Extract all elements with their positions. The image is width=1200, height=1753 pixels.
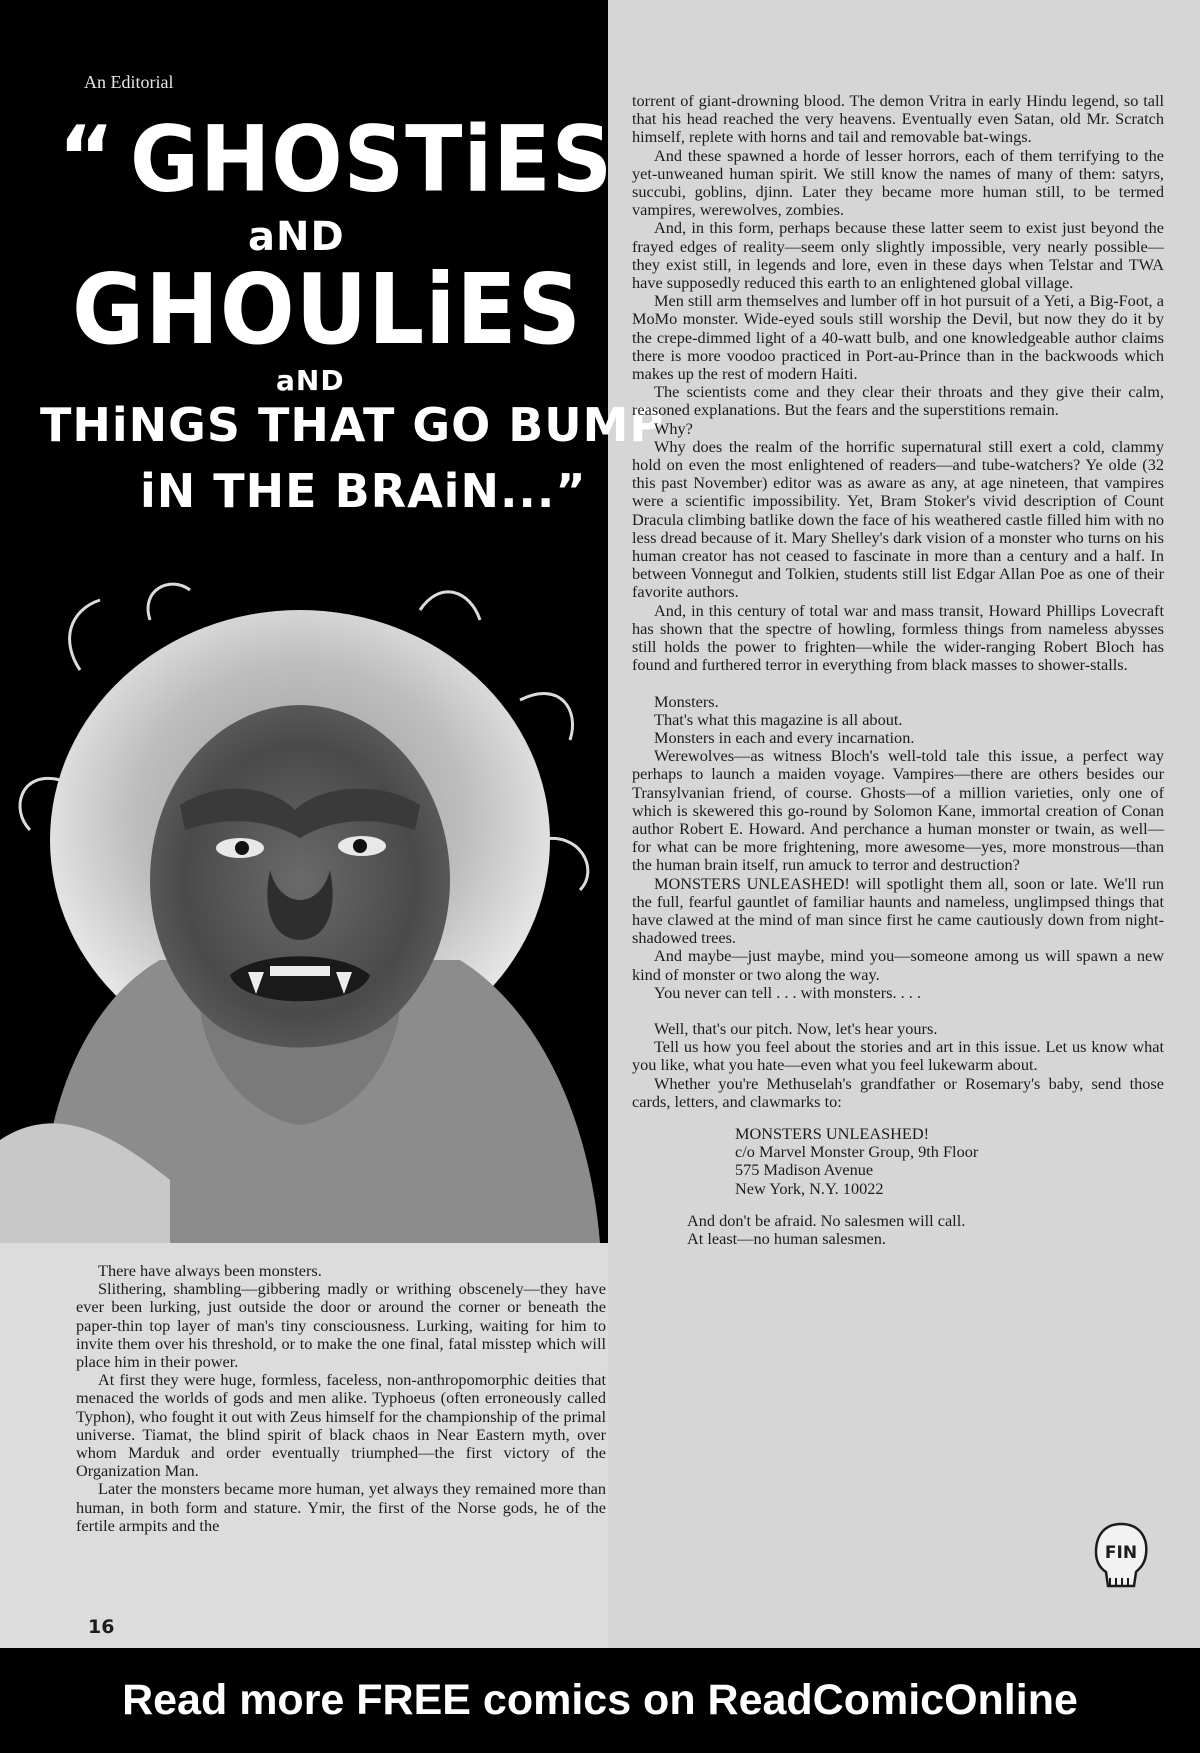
paragraph: Slithering, shambling—gibbering madly or writhing obscenely—they have ever been lurking, just outside the door or around the corner or beneath the paper-thin top layer of man's tiny consciousness. Lurking, waiting for him to invite them over his threshold, or to make the one final, fatal misstep which will place him in their power.	[76, 1279, 606, 1372]
paragraph: Men still arm themselves and lumber off in hot pursuit of a Yeti, a Big-Foot, a MoMo monster. Wide-eyed souls still worship the Devil, but now they do it by the crepe-dimmed light of a 40-watt bulb, and one knowledgeable author claims there is more voodoo practiced in Port-au-Prince than in the backwoods which makes up the rest of modern Haiti.	[632, 291, 1164, 384]
headline-line-4: aND	[276, 364, 345, 397]
paragraph: Monsters.	[654, 691, 719, 711]
paragraph: And maybe—just maybe, mind you—someone among us will spawn a new kind of monster or two along the way.	[632, 946, 1164, 984]
paragraph: Tell us how you feel about the stories and art in this issue. Let us know what you like, what you hate—even what you feel lukewarm about.	[632, 1037, 1164, 1075]
headline-line-3: GHOULiES	[72, 252, 582, 367]
fin-skull-icon	[1090, 1520, 1152, 1592]
werewolf-photo	[0, 580, 608, 1243]
paragraph: There have always been monsters.	[98, 1261, 322, 1280]
paragraph: Whether you're Methuselah's grandfather or Rosemary's baby, send those cards, letters, and clawmarks to:	[632, 1073, 1164, 1111]
paragraph: And, in this form, perhaps because these latter seem to exist just beyond the frayed edges of reality—seem only slightly impossible, very nearly possible—they exist still, in legends and lore, even in these days when Telstar and TWA have supposedly reduced this earth to an enlightened global village.	[632, 218, 1164, 293]
spacer	[632, 1002, 1164, 1020]
paragraph: You never can tell . . . with monsters. . . .	[654, 982, 921, 1002]
paragraph: MONSTERS UNLEASHED! will spotlight them all, soon or late. We'll run the full, fearful gauntlet of familiar haunts and nameless, unglimpsed things that have clawed at the mind of man since first he came cautiously down from night-shadowed trees.	[632, 873, 1164, 948]
paragraph: And, in this century of total war and mass transit, Howard Phillips Lovecraft has shown that the spectre of howling, formless things from nameless abysses still holds the power to frighten—while the wider-ranging Robert Bloch has found and furthered terror in everything from black masses to shower-stalls.	[632, 600, 1164, 675]
address-line: MONSTERS UNLEASHED!	[735, 1123, 930, 1143]
closing-line: And don't be afraid. No salesmen will call.	[687, 1210, 966, 1230]
paragraph: Well, that's our pitch. Now, let's hear yours.	[654, 1018, 938, 1038]
fin-badge-text: FIN	[1104, 1543, 1138, 1563]
paragraph: The scientists come and they clear their throats and they give their calm, reasoned explanations. But the fears and the superstitions remain.	[632, 382, 1164, 420]
right-text-column	[632, 92, 1164, 1248]
paragraph: And these spawned a horde of lesser horrors, each of them terrifying to the yet-unweaned human spirit. We still know the names of many of them: satyrs, succubi, goblins, djinn. Later they became more human still, to be termed vampires, werewolves, zombies.	[632, 145, 1164, 220]
paragraph: Werewolves—as witness Bloch's well-told tale this issue, a perfect way perhaps to launch a maiden voyage. Vampires—there are others besides our Transylvanian friend, of course. Ghosts—of a million varieties, only one of which is skewered this go-round by Solomon Kane, immortal creation of Conan author Robert E. Howard. And perchance a human monster or twain, as well—for what can be more frightening, more awesome—yes, more monstrous—than the human brain itself, run amuck to terror and destruction?	[632, 746, 1164, 875]
editorial-label: An Editorial	[84, 72, 174, 92]
page-number: 16	[88, 1616, 115, 1638]
headline	[0, 0, 665, 560]
address-line: New York, N.Y. 10022	[735, 1178, 884, 1198]
left-text-column	[76, 1262, 606, 1535]
promo-banner: Read more FREE comics on ReadComicOnline	[0, 1648, 1200, 1753]
paragraph: torrent of giant-drowning blood. The demon Vritra in early Hindu legend, so tall that his head reached the very heavens. Eventually even Satan, old Mr. Scratch himself, replete with horns and tail and removable bat-wings.	[632, 91, 1164, 147]
headline-line-1: GHOSTiES	[130, 106, 614, 212]
paragraph: Why?	[654, 418, 693, 438]
paragraph: Later the monsters became more human, yet always they remained more than human, in both form and stature. Ymir, the first of the Norse gods, he of the fertile armpits and the	[76, 1479, 606, 1535]
paragraph: Why does the realm of the horrific supernatural still exert a cold, clammy hold on even the most enlightened of readers—and tube-watchers? Ye olde (32 this past November) editor was as aware as any, at age nineteen, that vampires were a scientific impossibility. Yet, Bram Stoker's vivid description of Count Dracula climbing batlike down the face of his weathered castle filled him with no less dread because of it. Mary Shelley's dark vision of a monster who turns on his human creator has not ceased to fascinate in more than a century and a half. In between Vonnegut and Tolkien, students still list Edgar Allan Poe as one of their favorite authors.	[632, 436, 1164, 602]
headline-line-5: THiNGS THAT GO BUMP	[40, 398, 665, 452]
spacer	[632, 675, 1164, 693]
headline-open-quote: “	[58, 108, 116, 208]
closing-line: At least—no human salesmen.	[687, 1228, 886, 1248]
headline-line-6: iN THE BRAiN...”	[140, 464, 587, 518]
mailing-address	[735, 1125, 1164, 1198]
title-panel	[0, 0, 665, 1243]
closing-lines	[687, 1212, 1164, 1248]
paragraph: That's what this magazine is all about.	[654, 709, 903, 729]
paragraph: At first they were huge, formless, faceless, non-anthropomorphic deities that menaced the worlds of gods and men alike. Typhoeus (often erroneously called Typhon), who fought it out with Zeus himself for the championship of the primal universe. Tiamat, the blind spirit of black chaos in Near Eastern myth, over whom Marduk and order eventually triumphed—the first victory of the Organization Man.	[76, 1370, 606, 1481]
address-line: 575 Madison Avenue	[735, 1160, 874, 1180]
headline-line-2: aND	[248, 214, 345, 260]
address-line: c/o Marvel Monster Group, 9th Floor	[735, 1142, 979, 1162]
paragraph: Monsters in each and every incarnation.	[654, 727, 915, 747]
